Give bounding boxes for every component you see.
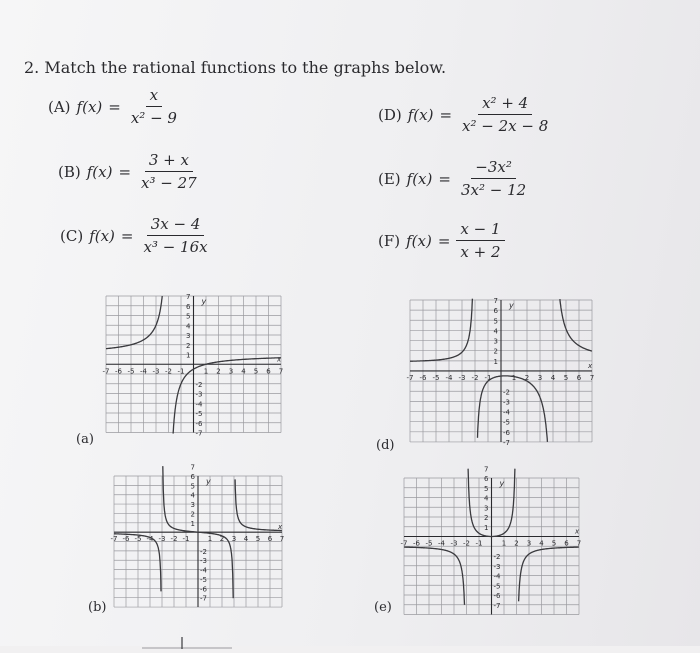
y-tick-label: 6 [493,307,498,316]
function-curve [173,358,284,434]
question-title: 2. Match the rational functions to the graphs below. [24,58,447,77]
y-tick-label: 2 [484,514,489,522]
y-tick-label: -2 [195,380,203,389]
y-axis-label: y [206,477,211,486]
y-tick-label: -3 [493,562,501,571]
denominator: x³ − 16x [143,238,208,256]
x-tick-label: -3 [458,373,466,382]
x-tick-label: -7 [400,539,408,548]
graph-d [400,296,610,450]
x-tick-label: -6 [115,367,122,376]
y-tick-label: -2 [200,547,207,556]
y-axis-label: y [499,479,505,488]
denominator: x² − 9 [130,109,177,127]
y-tick-label: 1 [493,357,498,366]
x-tick-label: 7 [589,373,595,382]
y-tick-label: -6 [503,428,510,437]
x-tick-label: -5 [134,535,142,544]
graph-e-svg [396,465,592,616]
x-tick-label: 4 [241,367,246,376]
y-tick-label: -5 [503,418,510,427]
numerator: 3x − 4 [147,215,205,236]
function-label: (E) [378,169,401,188]
x-tick-label: -4 [146,535,154,544]
graph-label-e: (e) [374,600,392,615]
x-tick-label: -5 [432,373,440,382]
equals-sign: = [437,231,451,250]
equals-sign: = [118,162,132,181]
y-tick-label: 6 [484,475,489,483]
x-tick-label: -2 [471,373,479,382]
y-tick-label: 3 [493,337,498,346]
numerator: x² + 4 [478,94,532,115]
fraction [456,220,504,261]
x-axis-label: x [588,361,593,370]
y-tick-label: -6 [200,585,207,594]
y-tick-label: 6 [190,473,195,481]
y-tick-label: 3 [190,501,195,510]
y-tick-label: 7 [190,463,195,472]
x-tick-label: 6 [266,367,271,376]
x-tick-label: -3 [158,535,166,544]
y-tick-label: 7 [186,293,191,301]
function-b [58,151,201,192]
y-tick-label: 2 [493,347,498,356]
equals-sign: = [120,226,134,245]
y-tick-label: -2 [503,388,510,397]
function-e [378,158,530,199]
fraction [127,86,181,127]
x-tick-label: -3 [152,367,160,376]
y-tick-label: -7 [195,429,203,438]
x-tick-label: 5 [563,373,569,382]
y-tick-label: -5 [195,410,203,418]
x-axis-label: x [278,523,283,532]
y-axis-label: y [201,297,207,306]
function-curve [519,547,579,601]
equals-sign: = [108,97,121,116]
y-tick-label: -7 [200,594,207,603]
function-name: f(x) [86,162,113,181]
y-tick-label: -4 [503,408,510,417]
function-curve [560,299,592,351]
y-tick-label: 3 [186,332,191,340]
graph-partial-bottom [142,634,232,653]
x-tick-label: -2 [170,535,178,544]
y-tick-label: 1 [186,351,191,360]
function-name: f(x) [76,97,103,116]
x-axis-label: x [277,355,282,364]
function-label: (A) [48,97,71,116]
y-tick-label: -6 [493,592,501,600]
y-tick-label: -3 [503,398,510,407]
function-label: (C) [60,226,84,245]
function-name: f(x) [406,169,433,188]
y-tick-label: 4 [186,322,191,331]
fraction [137,151,201,192]
x-tick-label: -1 [475,539,483,548]
denominator: 3x² − 12 [460,181,527,199]
x-tick-label: 7 [278,367,284,376]
x-tick-label: 7 [279,535,285,544]
y-tick-label: 2 [186,341,191,350]
y-tick-label: 7 [493,297,498,305]
function-name: f(x) [89,226,115,245]
graph-b-svg [108,463,294,612]
x-tick-label: -6 [419,373,427,382]
y-tick-label: 4 [484,494,489,503]
y-tick-label: -4 [195,400,203,409]
y-tick-label: -5 [493,582,501,591]
numerator: x − 1 [456,220,504,241]
function-curve [410,299,472,362]
y-tick-label: -2 [493,553,501,561]
x-tick-label: 2 [524,373,530,382]
x-tick-label: -7 [406,373,414,382]
y-tick-label: 7 [484,465,489,474]
graph-partial-svg [142,637,232,649]
y-tick-label: 2 [190,510,195,519]
x-tick-label: -1 [484,373,492,382]
x-tick-label: 6 [576,373,582,382]
y-tick-label: -6 [195,419,203,428]
y-tick-label: 4 [190,491,195,500]
x-axis-label: x [575,527,580,536]
x-tick-label: 6 [267,535,273,544]
graph-a-svg [100,292,290,442]
graph-b [108,463,294,616]
x-tick-label: 7 [576,539,582,548]
numerator: −3x² [471,158,516,179]
x-tick-label: -1 [182,535,190,544]
function-c [60,215,212,256]
x-tick-label: -2 [463,539,470,548]
y-axis-label: y [509,301,514,310]
x-tick-label: -7 [102,367,110,376]
function-name: f(x) [406,231,432,250]
y-tick-label: 5 [484,484,489,493]
x-tick-label: 3 [231,535,237,544]
x-tick-label: -5 [127,367,135,376]
y-tick-label: -5 [200,575,207,584]
x-tick-label: -4 [438,539,445,548]
graph-label-d: (d) [376,438,395,453]
x-tick-label: 1 [207,535,213,544]
x-tick-label: 2 [216,367,221,376]
graph-label-b: (b) [88,600,107,615]
x-tick-label: 6 [564,539,569,548]
x-tick-label: 3 [537,373,543,382]
graph-d-svg [400,296,610,446]
x-tick-label: -6 [413,539,420,548]
x-tick-label: 4 [243,535,249,544]
y-tick-label: 6 [186,302,191,311]
x-tick-label: -3 [450,539,458,548]
y-tick-label: 1 [484,523,489,532]
x-tick-label: 2 [219,535,225,544]
function-curve [106,296,162,349]
x-tick-label: -4 [140,367,147,376]
x-tick-label: 1 [203,367,209,376]
x-tick-label: 4 [550,373,556,382]
y-tick-label: -7 [503,438,510,447]
x-tick-label: 5 [551,539,557,548]
x-tick-label: -5 [425,539,433,548]
y-tick-label: 5 [186,312,191,321]
y-tick-label: 4 [493,327,498,336]
function-label: (F) [378,231,401,250]
y-tick-label: 1 [190,519,195,528]
x-tick-label: 5 [253,367,259,376]
function-a [48,86,181,127]
x-tick-label: -4 [445,373,453,382]
denominator: x³ − 27 [141,174,197,192]
function-f [378,220,505,261]
fraction [139,215,211,256]
equals-sign: = [438,169,451,188]
y-tick-label: -4 [200,566,207,575]
y-tick-label: 3 [484,504,489,513]
y-tick-label: -3 [195,390,203,399]
function-d [378,94,552,135]
denominator: x + 2 [460,243,501,261]
x-tick-label: -7 [110,535,118,544]
numerator: 3 + x [145,151,193,172]
graph-label-a: (a) [76,432,94,447]
x-tick-label: 3 [526,539,532,548]
x-tick-label: 4 [539,539,544,548]
graph-a [100,292,290,446]
y-tick-label: -3 [200,557,207,566]
denominator: x² − 2x − 8 [462,117,549,135]
x-tick-label: 3 [228,367,234,376]
graph-e [396,465,592,620]
fraction [457,158,530,199]
y-tick-label: -7 [493,601,501,610]
x-tick-label: -1 [177,367,185,376]
y-tick-label: 5 [190,482,195,491]
y-tick-label: -4 [493,572,501,581]
x-tick-label: -2 [165,367,172,376]
function-name: f(x) [407,105,434,124]
equals-sign: = [439,105,453,124]
x-tick-label: 5 [255,535,261,544]
numerator: x [146,86,162,107]
function-label: (B) [58,162,81,181]
y-tick-label: 5 [493,317,498,326]
fraction [458,94,552,135]
x-tick-label: 1 [511,373,517,382]
x-tick-label: 1 [501,539,507,548]
x-tick-label: -6 [122,535,130,544]
function-label: (D) [378,105,402,124]
x-tick-label: 2 [514,539,519,548]
